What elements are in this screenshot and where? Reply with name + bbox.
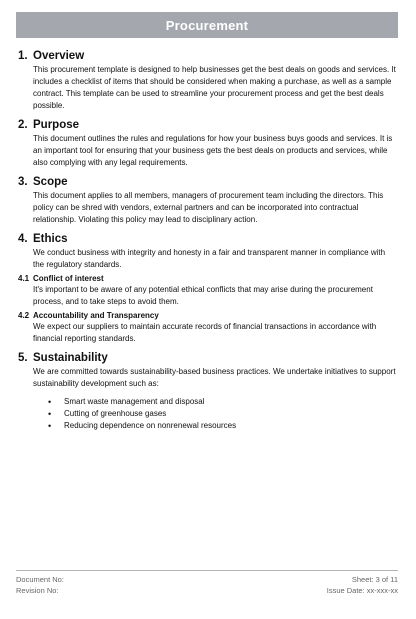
page-footer [16,570,398,596]
section-text: We are committed towards sustainability-based business practices. We undertake initiatives to support sustainability development such as: [33,367,396,388]
section-heading [18,352,398,364]
document-no-label: Document No: [16,575,64,584]
section-text: This document applies to all members, managers of procurement team including the directors. This policy can be shred with vendors, external partners and can be incorporated into contractual relationship. Violating this policy may lead to disciplinary action. [33,191,384,224]
subsection-title: Conflict of interest [33,274,104,283]
subsection-text: It's important to be aware of any potential ethical conflicts that may arise during the procurement process, and to take steps to avoid them. [33,285,373,306]
section-heading [18,119,398,131]
section-text: This procurement template is designed to help businesses get the best deals on goods and services. It includes a checklist of items that should be considered when making a purchase, as well as a sample contract. This template can be used to streamline your procurement process and get the best deals possible. [33,65,396,110]
subsection-text: We expect our suppliers to maintain accurate records of financial transactions in accordance with financial reporting standards. [33,322,377,343]
section-text: We conduct business with integrity and honesty in a fair and transparent manner in compliance with the regulatory standards. [33,248,386,269]
subsection-title: Accountability and Transparency [33,311,159,320]
subsection-number: 4.2 [18,311,30,320]
bullet-list [18,396,398,432]
section-text: This document outlines the rules and regulations for how your business buys goods and services. It is an important tool for ensuring that your business gets the best deals on products and services, while also complying with any legal requirements. [33,134,393,167]
sheet-number: Sheet: 3 of 11 [351,575,398,584]
section-scope [18,176,398,226]
list-item: • Smart waste management and disposal [64,396,398,408]
issue-date: Issue Date: xx-xxx-xx [326,586,398,595]
section-number: 1. [18,50,28,62]
section-title: Scope [33,176,68,188]
page-title: Procurement [165,17,249,33]
section-purpose [18,119,398,169]
section-number: 4. [18,233,28,245]
footer-row [16,574,398,585]
subsection-number: 4.1 [18,274,30,283]
section-title: Ethics [33,233,68,245]
section-sustainability [18,352,398,432]
list-item: • Reducing dependence on nonrenewal resources [64,420,398,432]
section-number: 3. [18,176,28,188]
page-header-bar [16,12,398,38]
revision-no-label: Revision No: [16,586,59,595]
section-title: Purpose [33,119,80,131]
section-title: Sustainability [33,352,108,364]
section-title: Overview [33,50,85,62]
section-number: 5. [18,352,28,364]
subsection-heading [18,274,398,283]
section-number: 2. [18,119,28,131]
subsection-heading [18,311,398,320]
list-item: • Cutting of greenhouse gases [64,408,398,420]
section-overview [18,50,398,112]
document-body [18,50,398,439]
section-ethics [18,233,398,345]
section-heading [18,50,398,62]
section-heading [18,176,398,188]
section-heading [18,233,398,245]
footer-divider [16,570,398,571]
footer-row [16,585,398,596]
